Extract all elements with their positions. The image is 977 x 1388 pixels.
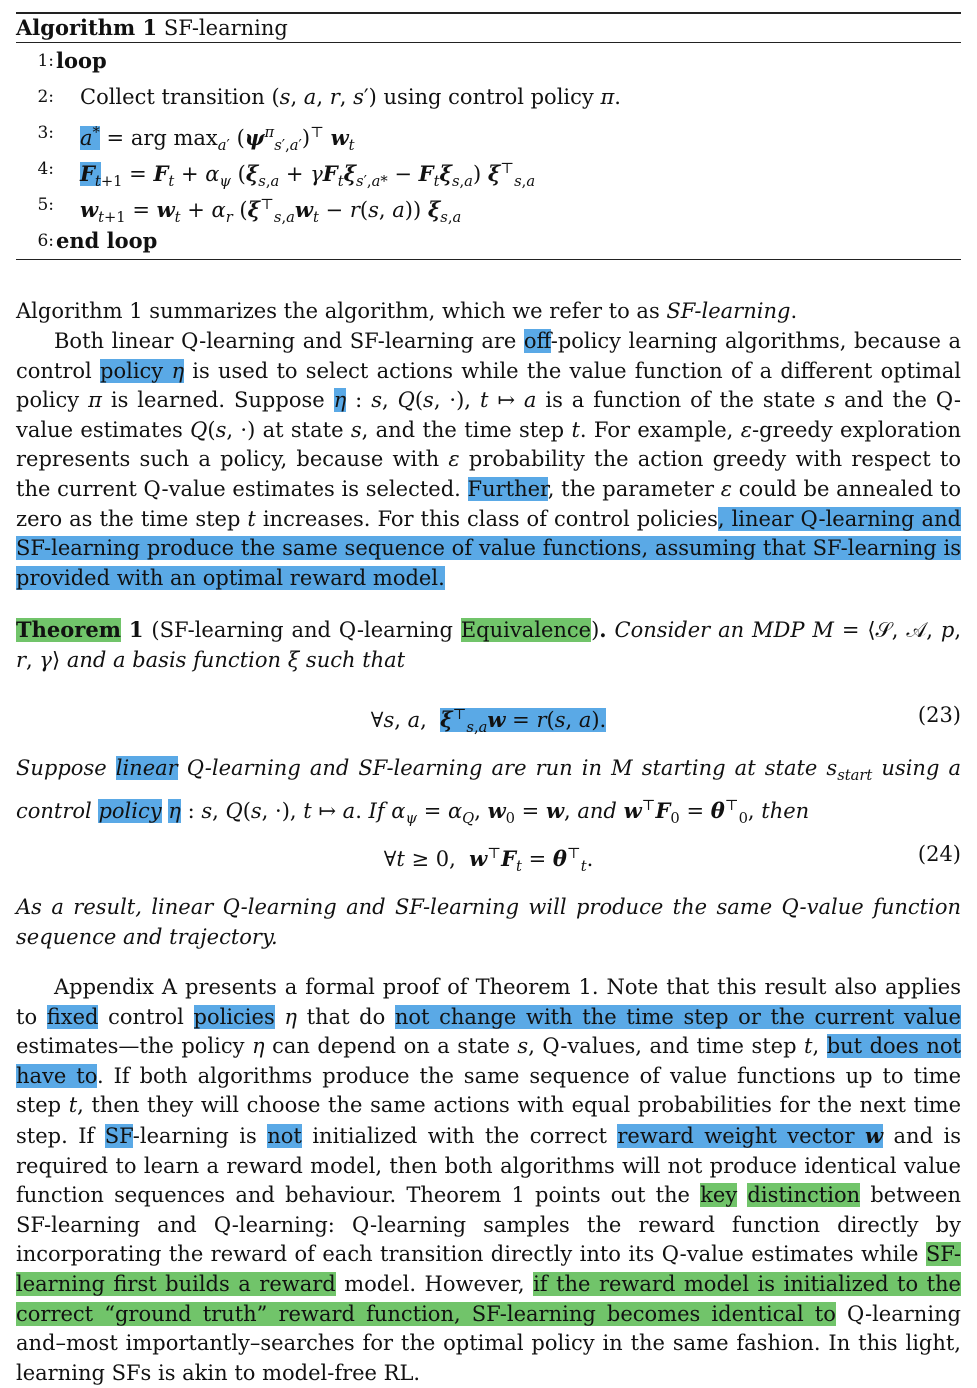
line-number: 3:	[37, 123, 54, 143]
argmax-step: a* = arg $\max_{a'} (\psi^\pi_{s',a'})^⊤$ $w_t$	[80, 124, 355, 155]
line-number: 1:	[37, 51, 54, 71]
paragraph-appendix: Appendix A presents a formal proof of Theorem 1. Note that this result also applies to fixed control policies η that do not change with the time step or the current value estimates—the policy η can depend on a state s, Q-values, and time step t, but does not have to. If both algorithms produce the same sequence of value functions up to time step t, then they will choose the same actions with equal probabilities for the next time step. If SF-learning is not initialized with the correct reward weight vector w and is required to learn a reward model, then both algorithms will not produce identical value function sequences and behaviour. Theorem 1 points out the key distinction between SF-learning and Q-learning: Q-learning samples the reward function directly by incorporating the reward of each transition directly into its Q-value estimates while SF-learning first builds a reward model. However, if the reward model is initialized to the correct “ground truth” reward function, SF-learning becomes identical to Q-learning and–most importantly–searches for the optimal policy in the same fashion. In this light, learning SFs is akin to model-free RL.	[16, 975, 962, 1385]
algorithm-line-3	[16, 115, 961, 155]
theorem-statement: Theorem 1 (SF-learning and Q-learning Equivalence). Consider an MDP M = ⟨𝒮, 𝒜, p, r, γ⟩ and a basis function ξ such that	[16, 617, 961, 672]
equation-24-body: ∀t ≥ 0, $w^⊤F_t = \theta^⊤_t$.	[383, 845, 594, 876]
algorithm-line-5	[16, 187, 961, 227]
algorithm-header	[16, 14, 961, 43]
equation-number: (23)	[917, 703, 961, 727]
sf-update-step: $F_{t+1} = F_t + \alpha_\psi$ $(\xi_{s,a} + \gamma F_t\xi_{s',a*} - F_t\xi_{s,a})$ $\xi^⊤_{s,a}$	[80, 160, 536, 191]
equation-23	[16, 695, 961, 735]
line-number: 4:	[37, 159, 54, 179]
paragraph-summary: Algorithm 1 summarizes the algorithm, which we refer to as SF-learning.	[16, 299, 798, 323]
algorithm-line-4	[16, 151, 961, 191]
algorithm-line-6	[16, 223, 961, 259]
paragraph-off-policy: Both linear Q-learning and SF-learning are off-policy learning algorithms, because a control policy η is used to select actions while the value function of a different optimal policy π is learned. Suppose η : s, Q(s, ·), t ↦ a is a function of the state s and the Q-value estimates Q(s, ·) at state s, and the time step t. For example, ε-greedy exploration represents such a policy, because with ε probability the action greedy with respect to the current Q-value estimates is selected. Further, the parameter ε could be annealed to zero as the time step t increases. For this class of control policies, linear Q-learning and SF-learning produce the same sequence of value functions, assuming that SF-learning is provided with an optimal reward model.	[16, 329, 962, 590]
line-number: 2:	[37, 87, 54, 107]
algorithm-line-2	[16, 79, 961, 115]
end-loop-keyword: end loop	[56, 228, 158, 253]
theorem-condition: Suppose linear Q-learning and SF-learning are run in M starting at state $s_{start}$ using a control policy η : s, Q(s, ·), t ↦ a. If $\alpha_\psi = \alpha_Q$, $w_0 = w$, and $w^⊤F_0 = \theta^⊤_0$, then	[16, 756, 962, 827]
line-number: 6:	[37, 231, 54, 251]
equation-24	[16, 834, 961, 874]
algorithm-name: SF-learning	[163, 16, 288, 40]
loop-keyword: loop	[56, 48, 107, 73]
theorem-conclusion: As a result, linear Q-learning and SF-learning will produce the same Q-value function sequence and trajectory.	[16, 895, 961, 949]
collect-transition-step: Collect transition (s, a, r, s′) using control policy π.	[80, 85, 621, 109]
reward-update-step: $w_{t+1} = w_t + \alpha_r$ ($\xi^⊤_{s,a}w_t - r(s$, a)) $\xi_{s,a}$	[80, 196, 462, 227]
algorithm-label: Algorithm 1	[16, 15, 158, 40]
algorithm-box	[16, 12, 961, 260]
algorithm-line-1	[16, 43, 961, 79]
line-number: 5:	[37, 195, 54, 215]
equation-23-body: ∀s, a, $\xi^⊤_{s,a}w = r(s$, a).	[370, 706, 607, 737]
equation-number: (24)	[917, 842, 961, 866]
